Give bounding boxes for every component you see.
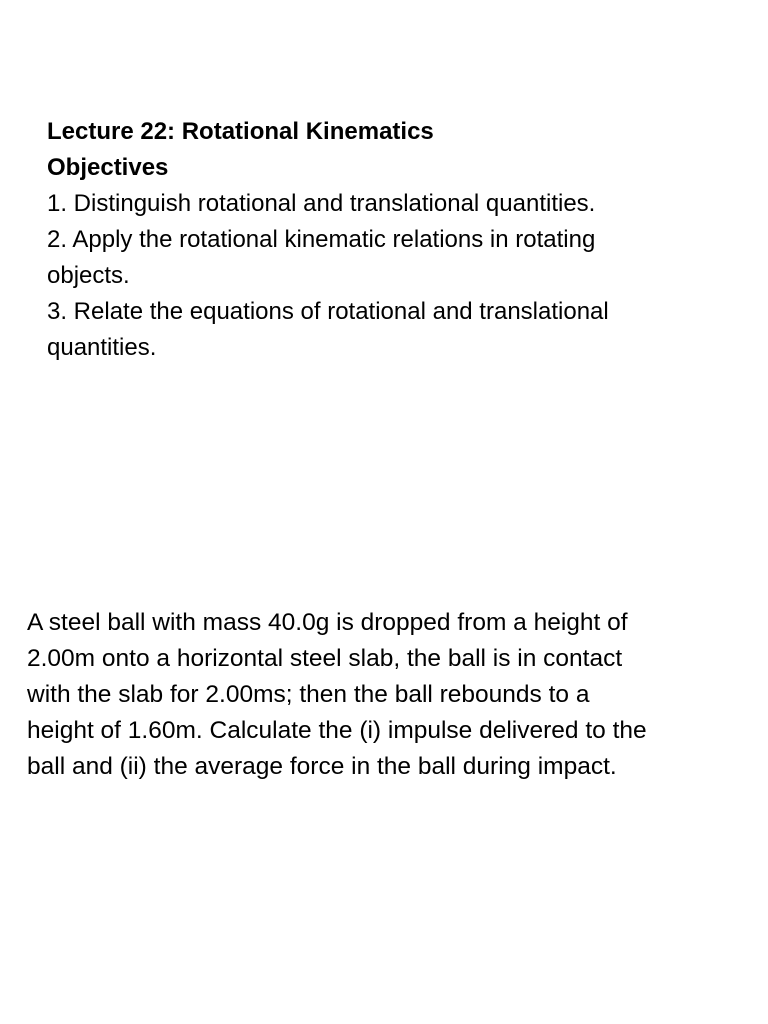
objective-line: quantities. xyxy=(47,334,157,361)
problem-statement xyxy=(27,605,747,785)
problem-line: A steel ball with mass 40.0g is dropped from a height of xyxy=(27,609,628,636)
lecture-title: Lecture 22: Rotational Kinematics xyxy=(47,118,434,145)
problem-line: with the slab for 2.00ms; then the ball rebounds to a xyxy=(27,681,590,708)
objective-item xyxy=(47,222,727,294)
objectives-heading: Objectives xyxy=(47,154,169,181)
objective-line: 3. Relate the equations of rotational and translational xyxy=(47,298,609,325)
objective-line: 1. Distinguish rotational and translational quantities. xyxy=(47,190,596,217)
lecture-objectives-section xyxy=(47,114,727,366)
objective-item xyxy=(47,186,727,222)
problem-line: height of 1.60m. Calculate the (i) impulse delivered to the xyxy=(27,717,647,744)
objective-item xyxy=(47,294,727,366)
objective-line: objects. xyxy=(47,262,130,289)
problem-line: 2.00m onto a horizontal steel slab, the ball is in contact xyxy=(27,645,623,672)
objective-line: 2. Apply the rotational kinematic relations in rotating xyxy=(47,226,596,253)
problem-line: ball and (ii) the average force in the ball during impact. xyxy=(27,753,617,780)
